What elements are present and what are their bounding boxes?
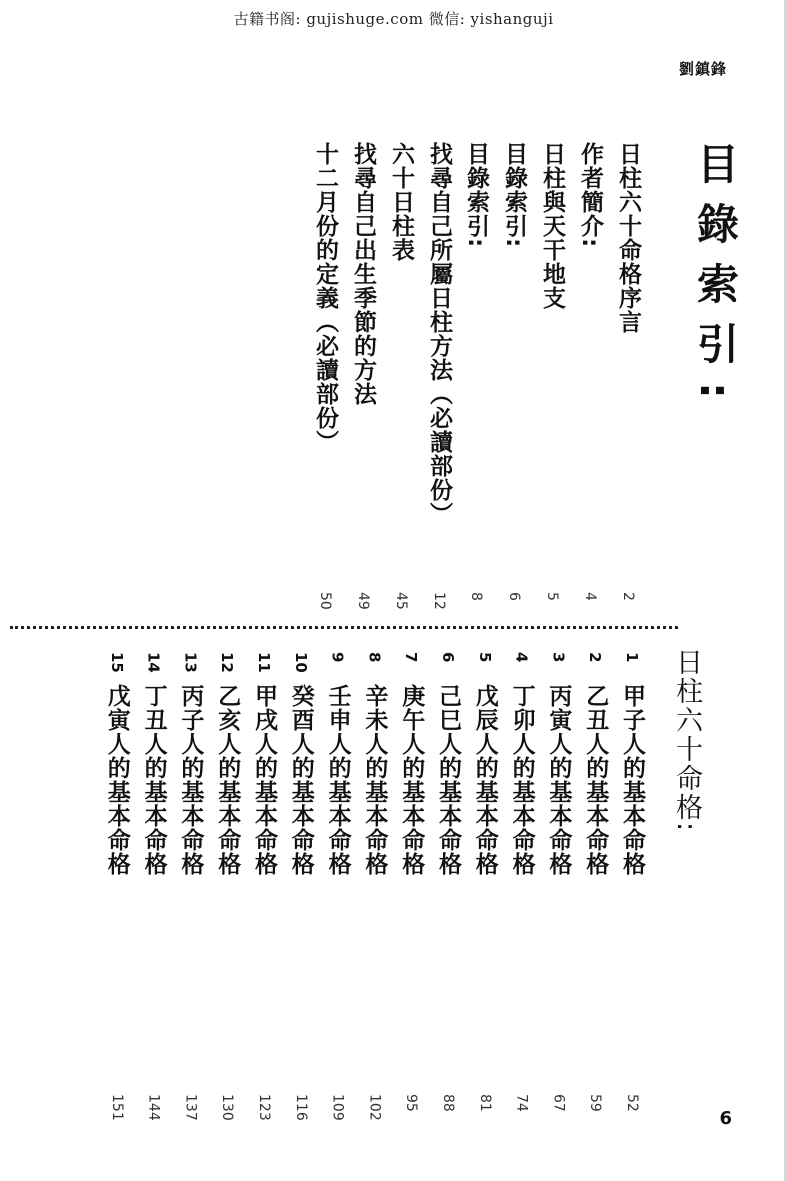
toc-entry-page: 12: [431, 592, 447, 610]
pillar-page: 130: [219, 1094, 236, 1121]
pillar-page: 151: [108, 1094, 125, 1121]
pillar-index: 7: [402, 652, 421, 663]
pillar-index: 5: [475, 652, 494, 663]
pillar-page: 88: [440, 1094, 456, 1112]
toc-entry-title: 目錄索引:: [501, 142, 527, 249]
pillar-title: 己巳人的基本命格: [435, 684, 461, 876]
pillar-title: 丙子人的基本命格: [177, 684, 204, 876]
pillar-title: 丁卯人的基本命格: [508, 684, 535, 876]
toc-entry-title: 找尋自己出生季節的方法: [350, 142, 376, 406]
toc-entry-page: 5: [544, 592, 560, 601]
toc-entry-title: 六十日柱表: [388, 142, 414, 262]
pillar-page: 116: [292, 1094, 309, 1121]
toc-entry-title: 十二月份的定義（必讀部份）: [312, 142, 338, 454]
pillar-title: 戊寅人的基本命格: [103, 684, 130, 876]
pillar-title: 戊辰人的基本命格: [471, 684, 498, 876]
pillar-page: 144: [145, 1094, 162, 1121]
pillar-page: 123: [256, 1094, 272, 1121]
pillar-page: 59: [587, 1094, 604, 1112]
pillar-index: 13: [181, 652, 200, 673]
pillar-index: 1: [623, 652, 641, 663]
toc-entry-title: 作者簡介:: [577, 142, 603, 249]
pillar-title: 甲戌人的基本命格: [251, 684, 277, 876]
pillar-index: 12: [218, 652, 237, 673]
pillar-index: 8: [365, 652, 384, 663]
pillar-title: 丁丑人的基本命格: [140, 684, 167, 876]
toc-entry-page: 49: [355, 592, 371, 610]
toc-entry-page: 45: [393, 592, 409, 610]
pillar-title: 乙丑人的基本命格: [582, 684, 609, 876]
pillar-title: 乙亥人的基本命格: [214, 684, 241, 876]
pillar-index: 11: [255, 652, 273, 673]
author-name: 劉鎮鋒: [678, 60, 727, 78]
pillar-index: 6: [439, 652, 457, 663]
pillar-index: 15: [107, 652, 126, 673]
toc-entry-page: 50: [317, 592, 333, 610]
pillar-title: 丙寅人的基本命格: [545, 684, 572, 876]
toc-entry-title: 日柱與天干地支: [539, 142, 565, 310]
toc-entry-title: 找尋自己所屬日柱方法（必讀部份）: [426, 142, 452, 526]
section-title: 日柱六十命格:: [671, 648, 702, 834]
pillar-page: 52: [624, 1094, 640, 1112]
pillar-page: 102: [366, 1094, 383, 1121]
toc-entry-page: 6: [506, 592, 522, 601]
toc-entry-page: 8: [468, 592, 484, 601]
toc-entry-title: 目錄索引:: [463, 142, 489, 249]
pillar-page: 81: [476, 1094, 493, 1112]
pillar-page: 137: [182, 1094, 199, 1121]
toc-entry-page: 2: [620, 592, 636, 601]
dotted-divider: [10, 626, 678, 629]
pillar-page: 109: [329, 1094, 346, 1121]
pillar-page: 74: [513, 1094, 530, 1112]
pillar-title: 壬申人的基本命格: [324, 684, 351, 876]
watermark: 古籍书阁: gujishuge.com 微信: yishanguji: [233, 10, 554, 28]
pillar-index: 14: [144, 652, 163, 673]
page-number: 6: [719, 1108, 732, 1129]
pillar-index: 3: [549, 652, 568, 663]
pillar-page: 67: [550, 1094, 567, 1112]
pillar-index: 9: [328, 652, 347, 663]
toc-entry-title: 日柱六十命格序言: [615, 142, 641, 334]
toc-entry-page: 4: [582, 592, 598, 601]
pillar-page: 95: [403, 1094, 420, 1112]
pillar-index: 2: [586, 652, 605, 663]
pillar-title: 庚午人的基本命格: [398, 684, 425, 876]
pillar-index: 10: [291, 652, 310, 673]
pillar-title: 甲子人的基本命格: [619, 684, 645, 876]
pillar-title: 癸酉人的基本命格: [287, 684, 314, 876]
pillar-title: 辛未人的基本命格: [361, 684, 388, 876]
pillar-index: 4: [512, 652, 531, 663]
toc-heading: 目錄索引:: [691, 142, 740, 417]
